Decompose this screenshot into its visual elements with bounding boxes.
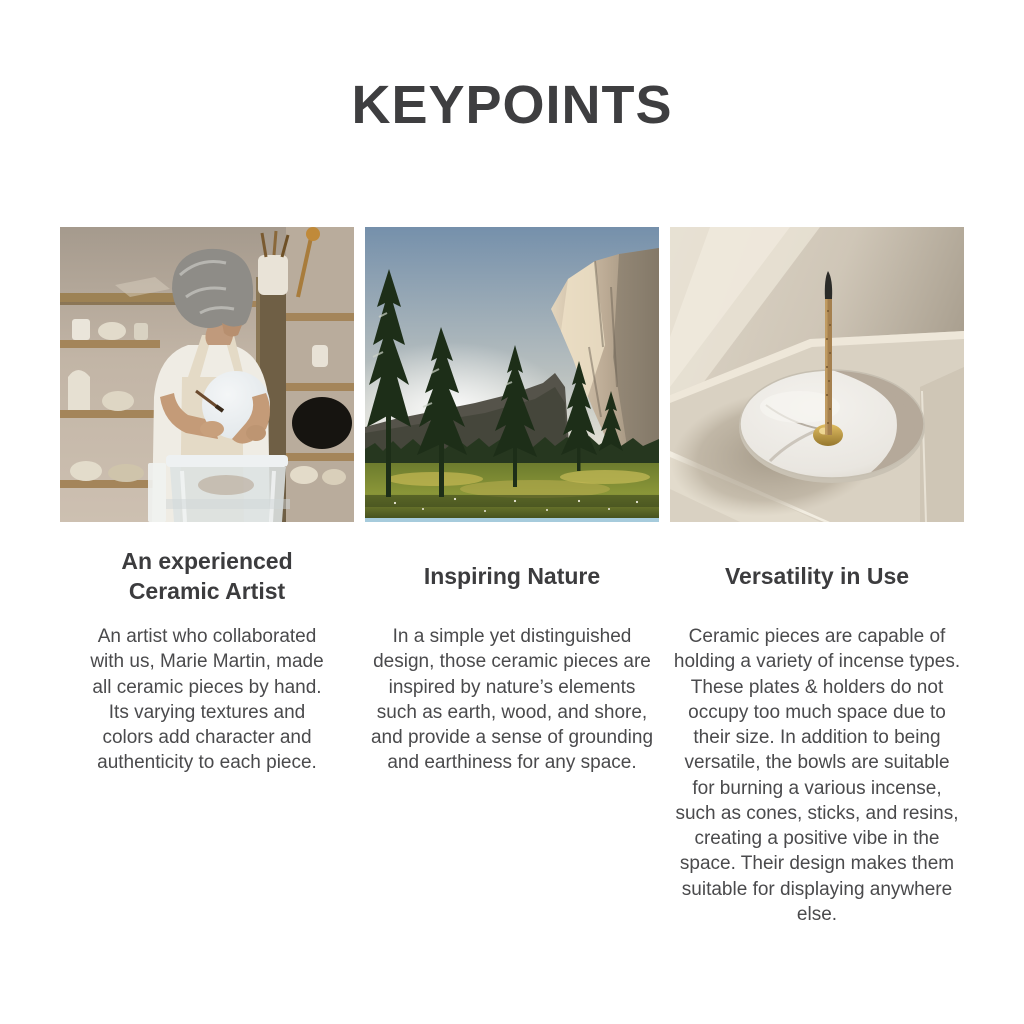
column-body: In a simple yet distinguished design, those ceramic pieces are inspired by nature’s elements such as earth, wood, and shore, and provide a sense of grounding and earthiness for any space. (370, 626, 654, 774)
column-heading (670, 544, 964, 610)
column-heading (60, 544, 354, 610)
incense-holder-illustration (670, 227, 964, 522)
column-body: An artist who collaborated with us, Marie Martin, made all ceramic pieces by hand. Its varying textures and colors add character and authenticity to each piece. (90, 626, 324, 774)
column-ceramic-artist (60, 227, 354, 927)
page-title: KEYPOINTS (351, 75, 673, 135)
column-body: Ceramic pieces are capable of holding a variety of incense types. These plates & holders do not occupy too much space due to their size. In addition to being versatile, the bowls are suitable for burning a various incense, such as cones, sticks, and resins, creating a positive vibe in the space. Their design makes them suitable for displaying anywhere else. (673, 626, 961, 925)
column-heading (365, 544, 659, 610)
column-incense-holder (670, 227, 964, 927)
column-heading-text: An experienced Ceramic Artist (121, 548, 293, 604)
column-inspiring-nature (365, 227, 659, 927)
ceramic-artist-photo (60, 227, 354, 522)
column-heading-text: Inspiring Nature (423, 563, 601, 590)
incense-holder-photo (670, 227, 964, 522)
nature-valley-illustration (365, 227, 659, 522)
column-heading-text: Versatility in Use (724, 563, 910, 590)
nature-valley-photo (365, 227, 659, 522)
ceramic-artist-illustration (60, 227, 354, 522)
columns-grid (60, 227, 964, 927)
